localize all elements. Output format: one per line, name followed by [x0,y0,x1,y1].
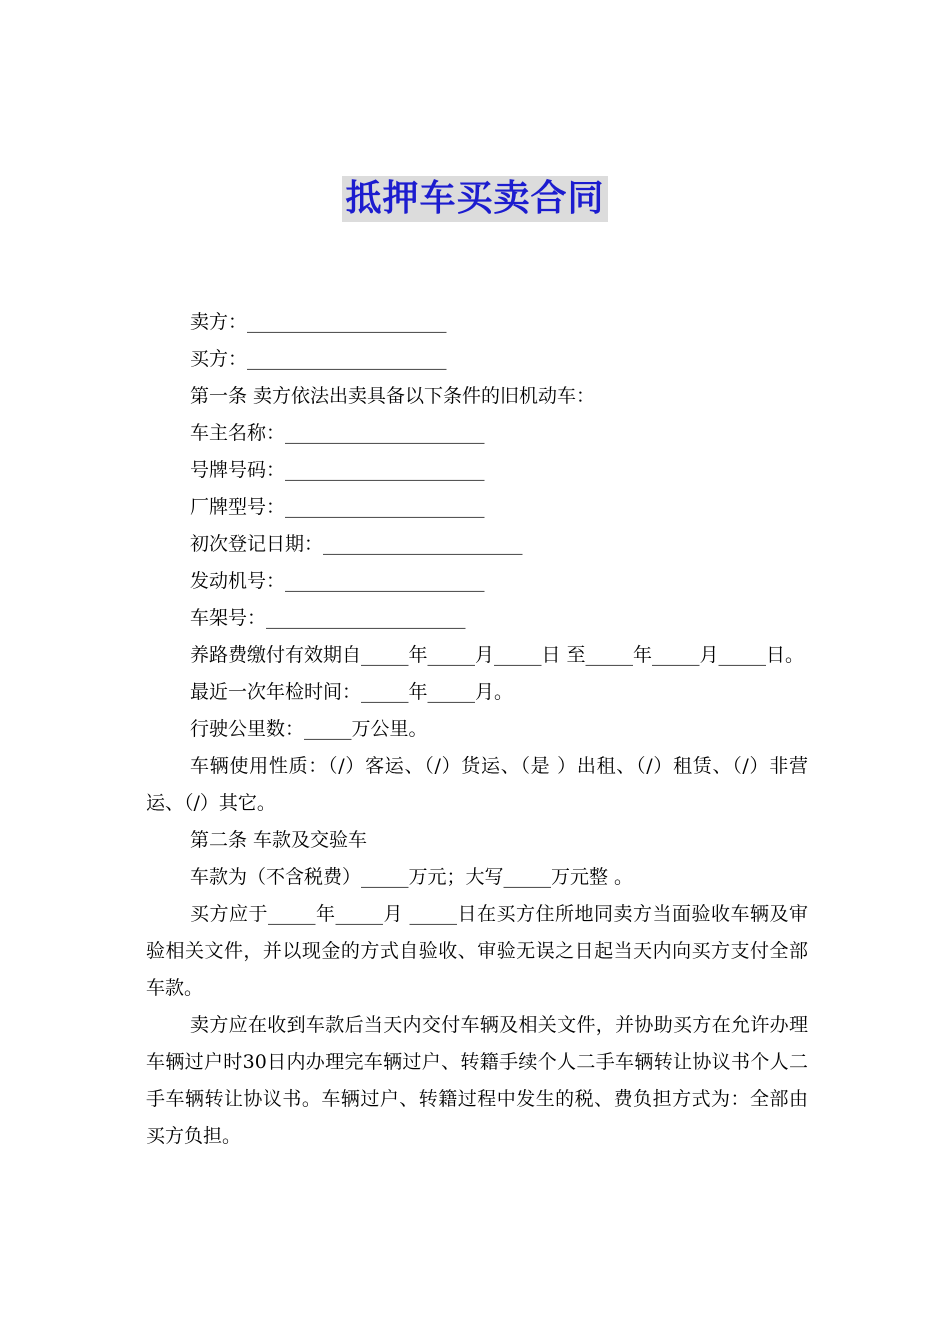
payment-clause: 买方应于_____年_____月 _____日在买方住所地同卖方当面验收车辆及审验相关文件，并以现金的方式自验收、审验无误之日起当天内向买方支付全部车款。 [146,903,808,999]
seller-field: 卖方：_____________________ [190,311,447,333]
frame-number-field: 车架号：_____________________ [190,607,466,629]
article-one-heading: 第一条 卖方依法出卖具备以下条件的旧机动车： [190,385,596,407]
delivery-clause: 卖方应在收到车款后当天内交付车辆及相关文件，并协助买方在允许办理车辆过户时30日内办理完车辆过户、转籍手续个人二手车辆转让协议书个人二手车辆转让协议书。车辆过户、转籍过程中发生的税、费负担方式为：全部由买方负担。 [146,1014,808,1147]
document-body [146,304,808,1155]
buyer-field: 买方：_____________________ [190,348,447,370]
engine-number-field: 发动机号：_____________________ [190,570,485,592]
first-registration-date-field: 初次登记日期：_____________________ [190,533,523,555]
document-title-wrap [0,176,950,222]
owner-name-field: 车主名称：_____________________ [190,422,485,444]
mileage-field: 行驶公里数：_____万公里。 [190,718,428,740]
price-field: 车款为（不含税费）_____万元；大写_____万元整 。 [190,866,634,888]
road-fee-period-field: 养路费缴付有效期自_____年_____月_____日 至_____年_____月_____日。 [190,644,805,666]
brand-model-field: 厂牌型号：_____________________ [190,496,485,518]
usage-type-field: 车辆使用性质：（/）客运、（/）货运、（是 ）出租、（/）租赁、（/）非营运、（/）其它。 [146,755,808,814]
last-inspection-field: 最近一次年检时间：_____年_____月。 [190,681,514,703]
plate-number-field: 号牌号码：_____________________ [190,459,485,481]
document-title: 抵押车买卖合同 [342,176,607,222]
article-two-heading: 第二条 车款及交验车 [190,829,368,851]
